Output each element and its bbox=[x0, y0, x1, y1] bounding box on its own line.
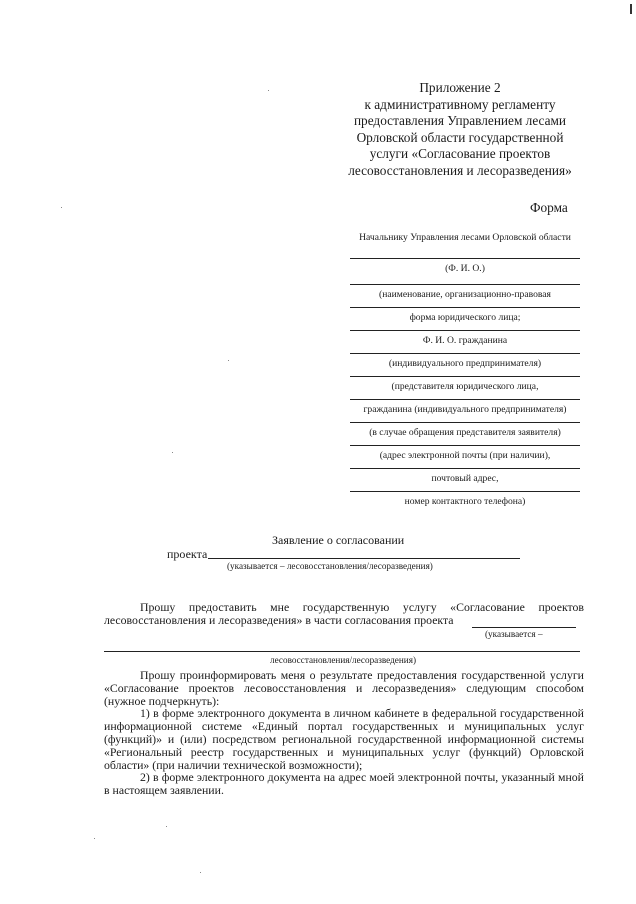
request-paragraph bbox=[104, 601, 584, 627]
scan-edge-mark bbox=[630, 4, 632, 14]
addressee-recipient: Начальнику Управления лесами Орловской области bbox=[359, 232, 571, 243]
addressee-citizen-hint: Ф. И. О. гражданина bbox=[350, 330, 580, 347]
addressee-org-hint: (наименование, организационно-правовая bbox=[350, 284, 580, 301]
appendix-header bbox=[330, 80, 590, 180]
appendix-line: Приложение 2 bbox=[419, 80, 501, 95]
appendix-line: Орловской области государственной bbox=[356, 129, 564, 145]
appendix-line: лесовосстановления и лесоразведения» bbox=[348, 162, 572, 178]
option-2-text: 2) в форме электронного документа на адрес моей электронной почты, указанный мной в настоящем заявлении. bbox=[104, 770, 584, 798]
scan-speck bbox=[61, 207, 62, 208]
inform-text: Прошу проинформировать меня о результате предоставления государственной услуги «Согласование проектов лесовосстановления и лесоразведения» следующим способом (нужное подчеркнуть): bbox=[104, 668, 584, 708]
request-text: Прошу предоставить мне государственную услугу «Согласование проектов лесовосстановления и лесоразведения» в части согласования проекта bbox=[104, 600, 584, 627]
addressee-case-hint: (в случае обращения представителя заявителя) bbox=[350, 422, 580, 439]
scan-speck bbox=[200, 872, 201, 873]
appendix-line: услуги «Согласование проектов bbox=[369, 146, 551, 162]
addressee-citizen-entrepreneur-hint: гражданина (индивидуального предпринимателя) bbox=[350, 399, 580, 416]
project-hint: (указывается – лесовосстановления/лесоразведения) bbox=[227, 561, 433, 571]
addressee-entrepreneur-hint: (индивидуального предпринимателя) bbox=[350, 353, 580, 370]
addressee-representative-hint: (представителя юридического лица, bbox=[350, 376, 580, 393]
addressee-postal-hint: почтовый адрес, bbox=[350, 468, 580, 485]
addressee-email-hint: (адрес электронной почты (при наличии), bbox=[350, 445, 580, 462]
request-hint-1: (указывается – bbox=[485, 629, 543, 639]
project-fill-line bbox=[208, 558, 520, 559]
scan-speck bbox=[228, 360, 229, 361]
addressee-phone-hint: номер контактного телефона) bbox=[350, 491, 580, 508]
form-label: Форма bbox=[530, 200, 568, 215]
inform-paragraphs bbox=[104, 669, 584, 797]
addressee-org-form-hint: форма юридического лица; bbox=[350, 307, 580, 324]
scan-speck bbox=[166, 826, 167, 827]
appendix-line: к административному регламенту bbox=[364, 96, 556, 112]
project-label: проекта bbox=[167, 547, 208, 561]
request-fill-line bbox=[472, 627, 576, 628]
statement-title: Заявление о согласовании bbox=[272, 533, 405, 547]
request-full-line bbox=[104, 651, 580, 652]
scan-speck bbox=[268, 90, 269, 91]
scan-speck bbox=[172, 452, 173, 453]
scan-speck bbox=[94, 838, 95, 839]
appendix-line: предоставления Управлением лесами bbox=[353, 113, 567, 129]
request-hint-2: лесовосстановления/лесоразведения) bbox=[270, 655, 417, 665]
addressee-fio-hint: (Ф. И. О.) bbox=[350, 258, 580, 275]
addressee-block bbox=[350, 232, 580, 508]
option-1-text: 1) в форме электронного документа в личном кабинете в федеральной государственной информационной системе «Единый портал государственных и муниципальных услуг (функций)» и (или) посредством региональной государственной информационной системы «Региональный реестр государственных и муниципальных услуг (функций) Орловской области» (при наличии технической возможности); bbox=[104, 706, 584, 772]
